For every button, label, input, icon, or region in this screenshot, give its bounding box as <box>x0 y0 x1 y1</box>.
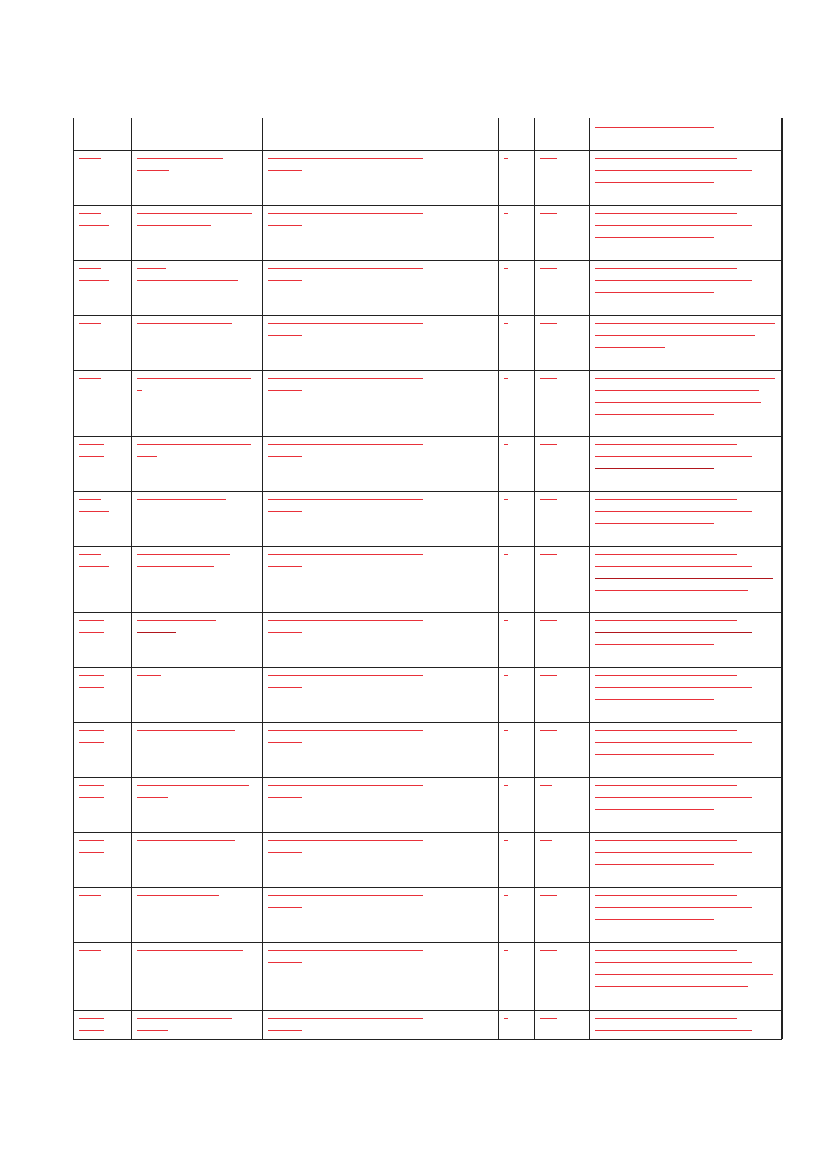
table-cell <box>540 554 583 566</box>
table-cell <box>137 675 256 687</box>
link-text-line[interactable] <box>504 499 508 500</box>
table-cell <box>137 378 256 402</box>
link-text-line[interactable] <box>540 158 557 159</box>
link-text-line[interactable] <box>595 554 737 555</box>
link-text-line[interactable] <box>504 895 508 896</box>
link-text-line[interactable] <box>268 1018 423 1019</box>
link-text-line[interactable] <box>79 280 109 281</box>
table-cell <box>268 895 492 919</box>
grid-vline <box>781 118 783 1039</box>
table-cell <box>79 950 125 962</box>
link-text-line[interactable] <box>268 687 302 688</box>
link-text-line[interactable] <box>79 632 104 633</box>
link-text-line[interactable] <box>268 962 302 963</box>
table-cell <box>595 620 775 656</box>
table-cell <box>595 444 775 480</box>
link-text-line[interactable] <box>79 268 101 269</box>
link-text-line[interactable] <box>268 378 423 379</box>
link-text-line[interactable] <box>540 323 557 324</box>
link-text-line[interactable] <box>595 864 714 865</box>
link-text-line[interactable] <box>79 554 101 555</box>
link-text-line[interactable] <box>268 335 302 336</box>
table-cell <box>540 785 583 797</box>
link-text-line[interactable] <box>79 456 104 457</box>
link-text-line[interactable] <box>137 566 214 567</box>
link-text-line[interactable] <box>540 785 552 786</box>
link-text-line[interactable] <box>79 675 104 676</box>
grid-hline <box>73 887 782 888</box>
table-cell <box>137 620 256 644</box>
link-text-line[interactable] <box>137 323 232 324</box>
link-text-line[interactable] <box>504 675 508 676</box>
grid-hline <box>73 315 782 316</box>
table-cell <box>504 378 528 390</box>
table-cell <box>268 785 492 809</box>
table-cell <box>268 554 492 578</box>
link-text-line[interactable] <box>595 414 714 415</box>
link-text-line[interactable] <box>79 511 109 512</box>
table-cell <box>540 620 583 632</box>
link-text-line[interactable] <box>595 895 737 896</box>
link-text-line[interactable] <box>79 687 104 688</box>
table-cell <box>137 323 256 335</box>
link-text-line[interactable] <box>137 797 168 798</box>
link-text-line[interactable] <box>268 390 302 391</box>
link-text-line[interactable] <box>595 225 752 226</box>
link-text-line[interactable] <box>595 962 752 963</box>
table-cell <box>504 1018 528 1030</box>
grid-hline <box>73 260 782 261</box>
table-cell <box>595 785 775 821</box>
link-text-line[interactable] <box>268 632 302 633</box>
link-text-line[interactable] <box>504 378 508 379</box>
link-text-line[interactable] <box>268 797 302 798</box>
link-text-line[interactable] <box>79 895 101 896</box>
link-text-line[interactable] <box>595 292 714 293</box>
table-cell <box>79 785 125 809</box>
link-text-line[interactable] <box>268 499 423 500</box>
link-text-line[interactable] <box>540 554 557 555</box>
link-text-line[interactable] <box>268 907 302 908</box>
grid-hline <box>73 777 782 778</box>
link-text-line[interactable] <box>79 444 104 445</box>
table-cell <box>79 444 125 468</box>
table-cell <box>504 268 528 280</box>
table-cell <box>268 213 492 237</box>
table-cell <box>137 840 256 852</box>
table-cell <box>504 323 528 335</box>
link-text-line[interactable] <box>268 730 423 731</box>
link-text-line[interactable] <box>504 158 508 159</box>
table-cell <box>504 675 528 687</box>
link-text-line[interactable] <box>137 213 252 214</box>
link-text-line[interactable] <box>137 632 176 633</box>
link-text-line[interactable] <box>79 499 101 500</box>
link-text-line[interactable] <box>268 444 423 445</box>
table-cell <box>595 158 775 194</box>
table-cell <box>540 1018 583 1030</box>
table-cell <box>504 785 528 797</box>
link-text-line[interactable] <box>595 280 752 281</box>
link-text-line[interactable] <box>79 378 101 379</box>
link-text-line[interactable] <box>595 590 748 591</box>
table-cell <box>504 620 528 632</box>
link-text-line[interactable] <box>268 742 302 743</box>
table-cell <box>504 840 528 852</box>
link-text-line[interactable] <box>595 852 752 853</box>
table-cell <box>595 675 775 711</box>
grid-vline <box>498 118 499 1039</box>
table-cell <box>79 840 125 864</box>
table-cell <box>595 127 775 139</box>
link-text-line[interactable] <box>268 1030 302 1031</box>
link-text-line[interactable] <box>595 797 752 798</box>
table-cell <box>540 323 583 335</box>
link-text-line[interactable] <box>540 675 557 676</box>
link-text-line[interactable] <box>595 402 761 403</box>
link-text-line[interactable] <box>540 730 557 731</box>
link-text-line[interactable] <box>540 444 557 445</box>
table-cell <box>595 499 775 535</box>
table-cell <box>504 158 528 170</box>
grid-vline <box>131 118 132 1039</box>
link-text-line[interactable] <box>79 213 101 214</box>
grid-vline <box>589 118 590 1039</box>
table-cell <box>79 730 125 754</box>
link-text-line[interactable] <box>137 499 226 500</box>
link-text-line[interactable] <box>137 268 166 269</box>
link-text-line[interactable] <box>137 840 235 841</box>
link-text-line[interactable] <box>595 919 714 920</box>
table-cell <box>137 499 256 511</box>
link-text-line[interactable] <box>268 852 302 853</box>
document-table <box>73 118 782 1041</box>
table-cell <box>268 675 492 699</box>
link-text-line[interactable] <box>268 511 302 512</box>
link-text-line[interactable] <box>595 511 752 512</box>
link-text-line[interactable] <box>79 620 104 621</box>
table-cell <box>595 268 775 304</box>
link-text-line[interactable] <box>79 1018 104 1019</box>
link-text-line[interactable] <box>595 986 748 987</box>
link-text-line[interactable] <box>540 895 557 896</box>
link-text-line[interactable] <box>268 225 302 226</box>
link-text-line[interactable] <box>504 730 508 731</box>
link-text-line[interactable] <box>540 268 557 269</box>
link-text-line[interactable] <box>504 213 508 214</box>
link-text-line[interactable] <box>595 754 714 755</box>
table-cell <box>79 268 125 292</box>
table-cell <box>540 158 583 170</box>
table-cell <box>540 444 583 456</box>
link-text-line[interactable] <box>595 499 737 500</box>
table-cell <box>540 895 583 907</box>
link-text-line[interactable] <box>79 158 101 159</box>
link-text-line[interactable] <box>595 687 752 688</box>
link-text-line[interactable] <box>595 523 714 524</box>
link-text-line[interactable] <box>137 730 235 731</box>
grid-hline <box>73 491 782 492</box>
table-cell <box>540 730 583 742</box>
table-cell <box>595 1018 775 1042</box>
link-text-line[interactable] <box>137 554 230 555</box>
table-cell <box>79 895 125 907</box>
grid-vline <box>262 118 263 1039</box>
table-cell <box>79 378 125 390</box>
table-cell <box>540 378 583 390</box>
grid-hline <box>73 832 782 833</box>
table-cell <box>79 1018 125 1042</box>
grid-hline <box>73 942 782 943</box>
grid-hline <box>73 722 782 723</box>
grid-hline <box>73 205 782 206</box>
link-text-line[interactable] <box>595 323 775 324</box>
link-text-line[interactable] <box>79 797 104 798</box>
table-cell <box>540 213 583 225</box>
grid-hline <box>73 1010 782 1011</box>
link-text-line[interactable] <box>137 895 219 896</box>
link-text-line[interactable] <box>268 456 302 457</box>
link-text-line[interactable] <box>540 950 557 951</box>
grid-vline <box>534 118 535 1039</box>
link-text-line[interactable] <box>540 378 557 379</box>
link-text-line[interactable] <box>595 1030 752 1031</box>
link-text-line[interactable] <box>540 620 557 621</box>
table-cell <box>268 499 492 523</box>
table-cell <box>79 554 125 578</box>
link-text-line[interactable] <box>595 675 737 676</box>
link-text-line[interactable] <box>504 620 508 621</box>
link-text-line[interactable] <box>595 468 714 469</box>
table-cell <box>79 323 125 335</box>
table-cell <box>268 950 492 974</box>
link-text-line[interactable] <box>595 390 759 391</box>
link-text-line[interactable] <box>79 566 109 567</box>
table-cell <box>137 213 256 237</box>
link-text-line[interactable] <box>595 182 714 183</box>
link-text-line[interactable] <box>79 852 104 853</box>
table-cell <box>137 268 256 292</box>
table-cell <box>540 950 583 962</box>
link-text-line[interactable] <box>540 840 552 841</box>
link-text-line[interactable] <box>504 554 508 555</box>
link-text-line[interactable] <box>595 127 714 128</box>
link-text-line[interactable] <box>540 213 557 214</box>
link-text-line[interactable] <box>504 840 508 841</box>
table-cell <box>595 840 775 876</box>
table-cell <box>540 840 583 852</box>
link-text-line[interactable] <box>268 950 423 951</box>
table-cell <box>137 895 256 907</box>
link-text-line[interactable] <box>504 785 508 786</box>
link-text-line[interactable] <box>540 1018 557 1019</box>
table-cell <box>595 950 775 998</box>
link-text-line[interactable] <box>268 158 423 159</box>
link-text-line[interactable] <box>268 323 423 324</box>
link-text-line[interactable] <box>268 268 423 269</box>
link-text-line[interactable] <box>595 566 752 567</box>
link-text-line[interactable] <box>595 335 755 336</box>
table-cell <box>79 620 125 644</box>
table-cell <box>268 730 492 754</box>
link-text-line[interactable] <box>595 730 737 731</box>
link-text-line[interactable] <box>595 378 775 379</box>
table-cell <box>595 895 775 931</box>
link-text-line[interactable] <box>137 785 249 786</box>
link-text-line[interactable] <box>79 730 104 731</box>
link-text-line[interactable] <box>595 907 752 908</box>
table-cell <box>595 554 775 602</box>
link-text-line[interactable] <box>79 323 101 324</box>
table-cell <box>268 444 492 468</box>
table-cell <box>268 158 492 182</box>
link-text-line[interactable] <box>595 158 737 159</box>
link-text-line[interactable] <box>137 1018 232 1019</box>
table-cell <box>137 950 256 962</box>
table-cell <box>137 1018 256 1042</box>
link-text-line[interactable] <box>268 170 302 171</box>
link-text-line[interactable] <box>540 499 557 500</box>
table-cell <box>137 785 256 809</box>
table-cell <box>540 675 583 687</box>
link-text-line[interactable] <box>268 213 423 214</box>
link-text-line[interactable] <box>268 280 302 281</box>
link-text-line[interactable] <box>595 809 714 810</box>
link-text-line[interactable] <box>595 578 773 579</box>
table-cell <box>268 1018 492 1042</box>
link-text-line[interactable] <box>137 158 223 159</box>
link-text-line[interactable] <box>595 237 714 238</box>
link-text-line[interactable] <box>79 742 104 743</box>
link-text-line[interactable] <box>79 785 104 786</box>
table-cell <box>137 554 256 578</box>
link-text-line[interactable] <box>504 268 508 269</box>
table-cell <box>540 499 583 511</box>
table-cell <box>79 158 125 170</box>
grid-hline <box>73 370 782 371</box>
link-text-line[interactable] <box>268 554 423 555</box>
link-text-line[interactable] <box>268 675 423 676</box>
table-cell <box>268 620 492 644</box>
link-text-line[interactable] <box>595 742 752 743</box>
grid-hline <box>73 150 782 151</box>
table-cell <box>595 378 775 426</box>
table-cell <box>268 323 492 347</box>
link-text-line[interactable] <box>268 785 423 786</box>
link-text-line[interactable] <box>137 390 142 391</box>
table-cell <box>504 730 528 742</box>
link-text-line[interactable] <box>268 895 423 896</box>
table-cell <box>137 444 256 468</box>
link-text-line[interactable] <box>137 456 157 457</box>
grid-hline <box>73 436 782 437</box>
table-cell <box>504 950 528 962</box>
link-text-line[interactable] <box>268 620 423 621</box>
grid-hline <box>73 546 782 547</box>
table-cell <box>595 730 775 766</box>
table-cell <box>595 213 775 249</box>
table-cell <box>137 158 256 182</box>
link-text-line[interactable] <box>268 840 423 841</box>
link-text-line[interactable] <box>595 840 737 841</box>
link-text-line[interactable] <box>595 974 773 975</box>
link-text-line[interactable] <box>137 280 238 281</box>
link-text-line[interactable] <box>504 950 508 951</box>
table-cell <box>595 323 775 359</box>
link-text-line[interactable] <box>595 268 737 269</box>
table-cell <box>504 499 528 511</box>
link-text-line[interactable] <box>595 785 737 786</box>
link-text-line[interactable] <box>137 170 169 171</box>
link-text-line[interactable] <box>595 347 665 348</box>
table-cell <box>137 730 256 742</box>
link-text-line[interactable] <box>504 323 508 324</box>
link-text-line[interactable] <box>595 644 714 645</box>
link-text-line[interactable] <box>595 213 737 214</box>
grid-hline <box>73 667 782 668</box>
link-text-line[interactable] <box>595 170 752 171</box>
link-text-line[interactable] <box>137 1030 168 1031</box>
table-cell <box>79 213 125 237</box>
table-cell <box>268 840 492 864</box>
link-text-line[interactable] <box>137 378 251 379</box>
link-text-line[interactable] <box>504 444 508 445</box>
link-text-line[interactable] <box>504 1018 508 1019</box>
link-text-line[interactable] <box>79 225 109 226</box>
link-text-line[interactable] <box>595 456 752 457</box>
link-text-line[interactable] <box>137 675 161 676</box>
link-text-line[interactable] <box>137 950 243 951</box>
table-cell <box>79 499 125 523</box>
table-cell <box>504 213 528 225</box>
table-cell <box>79 675 125 699</box>
link-text-line[interactable] <box>595 444 737 445</box>
table-cell <box>540 268 583 280</box>
link-text-line[interactable] <box>79 840 104 841</box>
table-cell <box>504 444 528 456</box>
link-text-line[interactable] <box>595 1018 737 1019</box>
grid-vline <box>73 118 74 1039</box>
link-text-line[interactable] <box>137 225 211 226</box>
link-text-line[interactable] <box>137 620 216 621</box>
link-text-line[interactable] <box>137 444 251 445</box>
link-text-line[interactable] <box>79 1030 104 1031</box>
link-text-line[interactable] <box>595 620 737 621</box>
link-text-line[interactable] <box>595 950 737 951</box>
grid-hline <box>73 612 782 613</box>
link-text-line[interactable] <box>595 632 752 633</box>
link-text-line[interactable] <box>268 566 302 567</box>
table-cell <box>504 554 528 566</box>
link-text-line[interactable] <box>595 699 714 700</box>
table-cell <box>504 895 528 907</box>
table-cell <box>268 378 492 402</box>
link-text-line[interactable] <box>79 950 101 951</box>
table-cell <box>268 268 492 292</box>
